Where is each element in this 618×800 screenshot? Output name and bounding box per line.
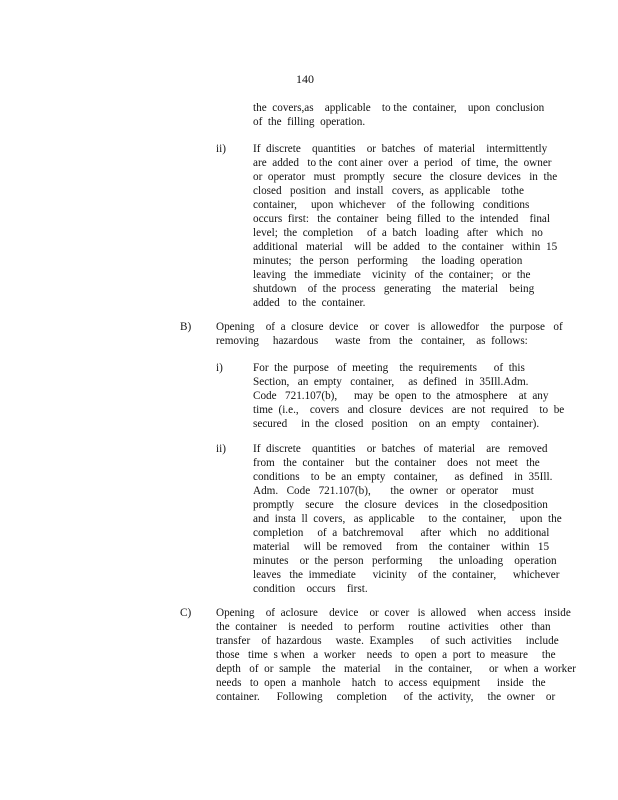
text-line: minutes; the person performing the loading operation [253,255,523,267]
text-line: conditions to be an empty container, as defined in 35Ill. [253,471,553,483]
text-line: removing hazardous waste from the container, as follows: [216,335,528,347]
text-line: shutdown of the process generating the material being [253,283,535,295]
text-line: Code 721.107(b), may be open to the atmosphere at any [253,390,549,402]
text-line: the covers,as applicable to the container, upon conclusion [253,102,545,114]
text-line: those time s when a worker needs to open a port to measure the [216,649,556,661]
text-line: added to the container. [253,297,366,309]
text-line: are added to the cont ainer over a period of time, the owner [253,157,552,169]
text-line: secured in the closed position on an empty container). [253,418,540,430]
text-line: from the container but the container does not meet the [253,457,540,469]
text-line: additional material will be added to the container within 15 [253,241,558,253]
item-label: i) [216,362,223,374]
text-line: closed position and install covers, as applicable tothe [253,185,524,197]
item-label: C) [180,607,192,619]
text-line: level; the completion of a batch loading after which no [253,227,543,239]
text-line: Opening of a closure device or cover is allowedfor the purpose of [216,321,563,333]
text-line: Section, an empty container, as defined in 35Ill.Adm. [253,376,529,388]
page-number: 140 [296,72,314,86]
text-line: For the purpose of meeting the requirements of this [253,362,525,374]
text-line: and insta ll covers, as applicable to the container, upon the [253,513,562,525]
text-line: occurs first: the container being filled to the intended final [253,213,551,225]
text-line: Adm. Code 721.107(b), the owner or operator must [253,485,534,497]
text-line: transfer of hazardous waste. Examples of such activities include [216,635,559,647]
text-line: needs to open a manhole hatch to access equipment inside the [216,677,546,689]
text-line: container. Following completion of the activity, the owner or [216,691,556,703]
text-line: minutes or the person performing the unloading operation [253,555,557,567]
item-label: ii) [216,443,226,455]
text-line: material will be removed from the container within 15 [253,541,550,553]
text-line: the container is needed to perform routine activities other than [216,621,551,633]
text-line: completion of a batchremoval after which no additional [253,527,550,539]
text-line: depth of or sample the material in the container, or when a worker [216,663,576,675]
text-line: leaves the immediate vicinity of the container, whichever [253,569,560,581]
item-label: B) [180,321,192,333]
text-line: If discrete quantities or batches of material are removed [253,443,548,455]
text-line: or operator must promptly secure the closure devices in the [253,171,558,183]
text-line: Opening of aclosure device or cover is allowed when access inside [216,607,571,619]
text-line: condition occurs first. [253,583,368,595]
text-line: time (i.e., covers and closure devices are not required to be [253,404,565,416]
text-line: If discrete quantities or batches of material intermittently [253,143,548,155]
item-label: ii) [216,143,226,155]
text-line: leaving the immediate vicinity of the container; or the [253,269,531,281]
text-line: container, upon whichever of the following conditions [253,199,530,211]
text-line: of the filling operation. [253,116,366,128]
text-line: promptly secure the closure devices in the closedposition [253,499,548,511]
